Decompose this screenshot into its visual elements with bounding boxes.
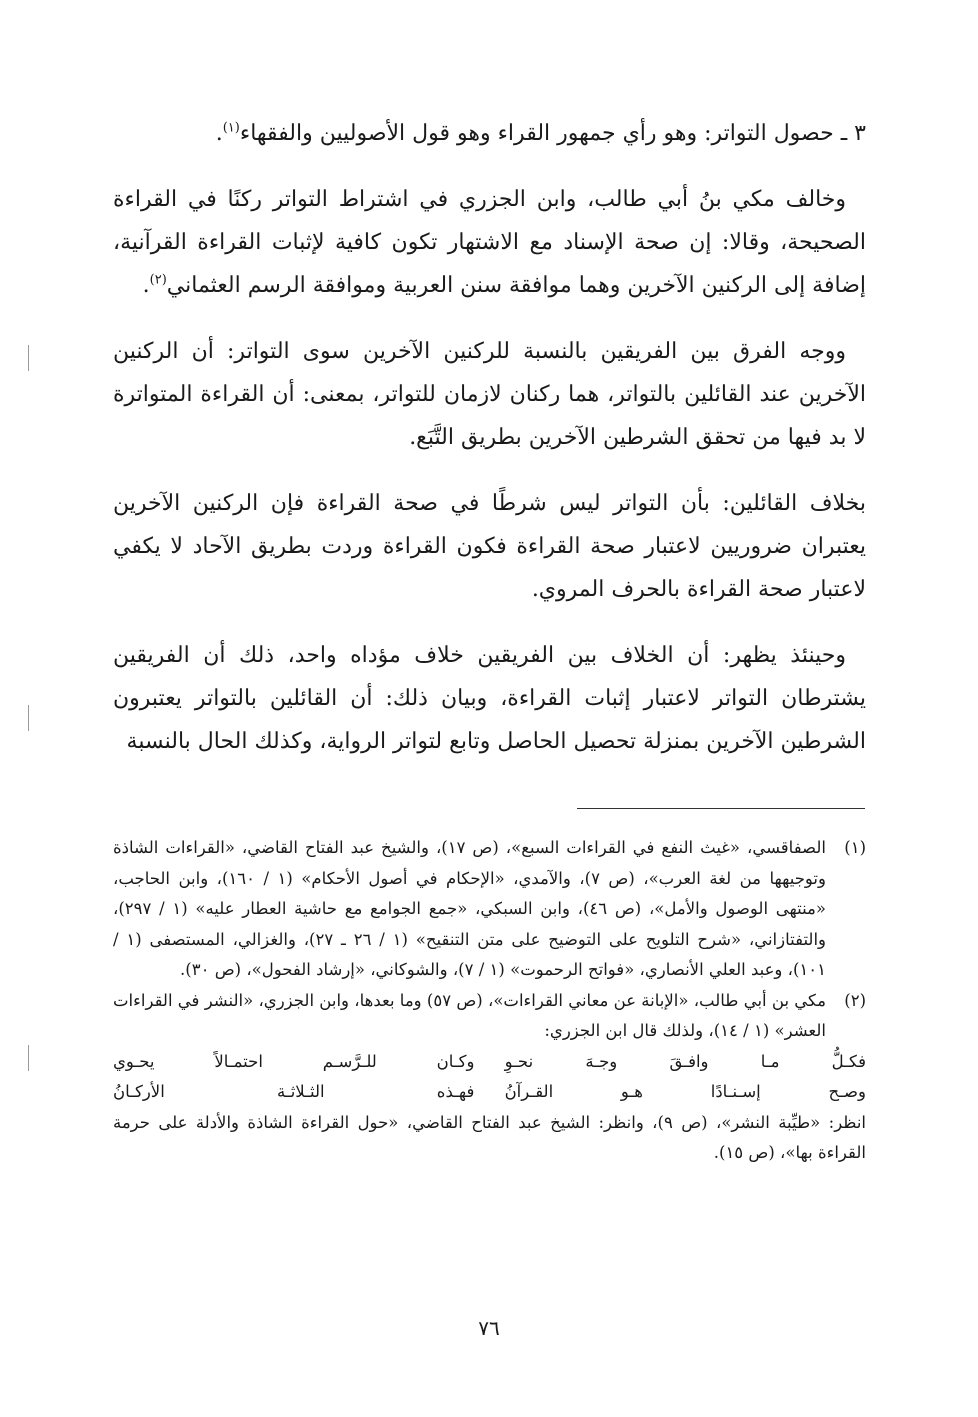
footnote-number: (١) (844, 838, 866, 857)
paragraph-4-text: وحينئذ يظهر: أن الخلاف بين الفريقين خلاف مؤداه واحد، ذلك أن الفريقين يشترطان التواتر لاعتبار إثبات القراءة، وبيان ذلك: أن القائلين بالتواتر يعتبرون الشرطين الآخرين بمنزلة تحصيل الحاصل وتابع لتواتر الرواية، وكذلك الحال بالنسبة (113, 643, 866, 754)
footnote-ref-1[interactable]: (١) (222, 120, 240, 136)
footnotes (113, 833, 866, 1169)
paragraph-4 (113, 634, 866, 763)
paragraph-3-text: بخلاف القائلين: بأن التواتر ليس شرطًا في صحة القراءة فإن الركنين الآخرين يعتبران ضروريين لاعتبار صحة القراءة فكون القراءة وردت بطريق الآحاد لا يكفي لاعتبار صحة القراءة بالحرف المروي. (113, 491, 866, 602)
main-text (113, 112, 866, 786)
verse-hemistich-first: فكـلُّ مـا وافـقَ وجـهَ نحـوِ (504, 1051, 866, 1071)
verse-hemistich-second: وكـان للـرَّسـم احتمـالاً يحـوي (113, 1051, 475, 1071)
paragraph-1-text: وخالف مكي بنُ أبي طالب، وابن الجزري في اشتراط التواتر ركنًا في القراءة الصحيحة، وقالا: إن صحة الإسناد مع الاشتهار تكون كافية لإثبات القراءة القرآنية، إضافة إلى الركنين الآخرين وهما موافقة سنن العربية وموافقة الرسم العثماني (113, 187, 866, 298)
verse-hemistich-first: وصـح إسـنـادًا هـو القـرآنُ (504, 1082, 866, 1101)
footnote-ref-2[interactable]: (٢) (149, 272, 167, 288)
page-number: ٧٦ (478, 1316, 500, 1340)
footnote-text: الصفاقسي، «غيث النفع في القراءات السبع»، (ص ١٧)، والشيخ عبد الفتاح القاضي، «القراءات الشاذة وتوجيهها من لغة العرب»، (ص ٧)، والآمدي، «الإحكام في أصول الأحكام» (١ / ١٦٠)، وابن الحاجب، «منتهى الوصول والأمل»، (ص ٤٦)، وابن السبكي، «جمع الجوامع مع حاشية العطار عليه» (١ / ٢٩٧)، والتفتازاني، «شرح التلويح على التوضيح على متن التنقيح» (١ / ٢٦ ـ ٢٧)، والغزالي، المستصفى (١ / ١٠١)، وعبد العلي الأنصاري، «فواتح الرحموت» (١ / ٧)، والشوكاني، «إرشاد الفحول»، (ص ٣٠). (113, 838, 826, 979)
paragraph-1 (113, 178, 866, 307)
footnote-body (113, 986, 826, 1047)
footnote-continuation: انظر: «طيِّبة النشر»، (ص ٩)، وانظر: الشيخ عبد الفتاح القاضي، «حول القراءة الشاذة والأدلة على حرمة القراءة بها»، (ص ١٥). (113, 1112, 867, 1162)
margin-mark (28, 1045, 29, 1071)
heading-end: . (215, 121, 223, 146)
poem-verse-2 (113, 1077, 866, 1108)
paragraph-3 (113, 482, 866, 611)
verse-hemistich-second: فهـذه الثـلاثـة الأركـانُ (113, 1082, 475, 1101)
paragraph-1-end: . (142, 273, 150, 298)
footnote-2 (113, 986, 866, 1047)
paragraph-2 (113, 330, 866, 459)
section-heading (113, 112, 866, 155)
margin-mark (28, 345, 29, 371)
footnote-separator (577, 808, 865, 809)
heading-text: ٣ ـ حصول التواتر: وهو رأي جمهور القراء وهو قول الأصوليين والفقهاء (239, 121, 866, 146)
margin-mark (28, 705, 29, 731)
poem-verse-1 (113, 1047, 866, 1078)
footnote-text: مكي بن أبي طالب، «الإبانة عن معاني القراءات»، (ص ٥٧) وما بعدها، وابن الجزري، «النشر في القراءات العشر» (١ / ١٤)، ولذلك قال ابن الجزري: (113, 990, 826, 1040)
footnote-1 (113, 833, 866, 986)
footnote-number: (٢) (844, 990, 866, 1010)
paragraph-2-text: ووجه الفرق بين الفريقين بالنسبة للركنين الآخرين سوى التواتر: أن الركنين الآخرين عند القائلين بالتواتر، هما ركنان لازمان للتواتر، بمعنى: أن القراءة المتواترة لا بد فيها من تحقق الشرطين الآخرين بطريق التَّبَع. (113, 339, 866, 450)
